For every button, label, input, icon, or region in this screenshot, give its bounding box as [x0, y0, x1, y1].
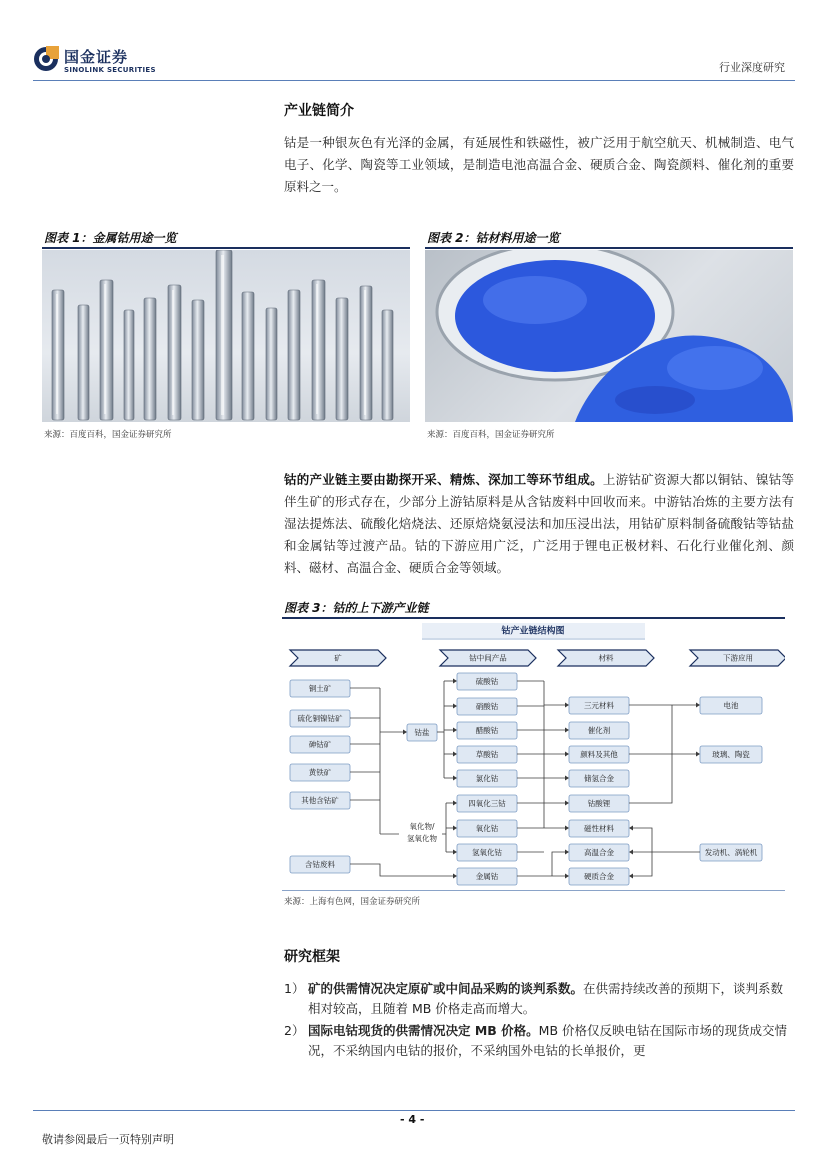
salt-arrow-0	[453, 679, 457, 684]
application-0-label: 电池	[723, 701, 739, 710]
framework-item-1	[284, 979, 794, 1019]
material-7-label: 硬质合金	[584, 872, 614, 881]
material-5-label: 磁性材料	[584, 824, 614, 833]
material-6-label: 高温合金	[584, 848, 614, 857]
intermediate-3-label: 草酸钴	[475, 750, 499, 759]
diagram-header-label-2: 材料	[598, 653, 614, 663]
figure3-title: 图表 3：钴的上下游产业链	[284, 601, 429, 615]
intermediate-5-label: 四氧化三钴	[468, 799, 506, 808]
material-1-label: 催化剂	[587, 726, 611, 735]
framework-item-2-body: MB 价格仅反映电钴在国际市场的现货成交情况，不采纳国内电钴的报价，不采纳国外电钴的长单报价，更	[308, 1023, 788, 1058]
footer-divider	[33, 1110, 795, 1111]
cobalt-chain-svg	[282, 620, 785, 890]
industry-chain-paragraph	[284, 469, 794, 579]
arrow-glass	[696, 752, 700, 757]
ore-2-label: 砷钴矿	[308, 740, 332, 749]
logo-english-name: SINOLINK SECURITIES	[64, 66, 156, 74]
salt-arrow-2	[453, 728, 457, 733]
metal-arrow	[565, 874, 569, 879]
report-type-label: 行业深度研究	[719, 61, 785, 74]
section-title-industry-chain: 产业链简介	[284, 103, 354, 119]
int-arrow-2	[565, 752, 569, 757]
metal-arrow-2	[565, 850, 569, 855]
intermediate-7-label: 氢氧化钴	[472, 848, 502, 857]
industry-chain-body: 上游钴矿资源大都以铜钴、镍钴等伴生矿的形式存在，少部分上游钴原料是从含钴废料中回收而来。中游钴冶炼的主要方法有湿法提炼法、硫酸化焙烧法、还原焙烧氨浸法和加压浸出法，用钴矿原料制备硫酸钴等钴盐和金属钴等过渡产品。钴的下游应用广泛，广泛用于锂电正极材料、石化行业催化剂、颜料、磁材、高温合金、硬质合金等领域。	[284, 472, 794, 575]
int-arrow-0	[565, 703, 569, 708]
cobalt-pigment-illustration	[425, 250, 793, 422]
sinolink-logo-icon	[33, 46, 59, 72]
material-2-label: 颜料及其他	[580, 750, 618, 759]
figure1-source: 来源：百度百科，国金证券研究所	[44, 430, 172, 440]
section-title-research-framework: 研究框架	[284, 949, 340, 965]
salt-arrow-4	[453, 776, 457, 781]
intermediate-0-label: 硫酸钴	[475, 677, 499, 686]
oxide-arrow-0	[453, 801, 457, 806]
framework-item-1-number: 1）	[284, 981, 305, 996]
engine-to-magnet	[633, 828, 700, 852]
figure3-title-rule	[282, 617, 785, 619]
int-arrow-1	[565, 728, 569, 733]
application-2-label: 发动机、涡轮机	[704, 848, 758, 857]
mid-label-oxide-line2: 氢氧化物	[407, 834, 437, 843]
int-arrow-5	[565, 826, 569, 831]
cobalt-chain-diagram	[282, 620, 785, 890]
salt-arrow-3	[453, 752, 457, 757]
material-3-label: 储氢合金	[584, 774, 614, 783]
ore-3-label: 黄铁矿	[308, 768, 332, 777]
metal-to-high-temp	[552, 852, 565, 876]
ore-4-label: 其他含钴矿	[301, 796, 339, 805]
figure1-title: 图表 1：金属钴用途一览	[44, 231, 177, 245]
figure2-title: 图表 2：钴材料用途一览	[427, 231, 560, 245]
ore-5-label: 含钴废料	[305, 860, 335, 869]
logo-chinese-name: 国金证券	[64, 48, 129, 66]
framework-item-2-lead: 国际电钴现货的供需情况决定 MB 价格。	[308, 1023, 539, 1038]
intermediate-2-label: 醋酸钴	[475, 726, 499, 735]
ore-1-label: 硫化铜镍钴矿	[297, 714, 343, 723]
figure3-source: 来源：上海有色网，国金证券研究所	[284, 897, 421, 907]
arrow-salt	[403, 730, 407, 735]
diagram-header-label-3: 下游应用	[723, 653, 753, 663]
salt-arrow-1	[453, 704, 457, 709]
arrow-alloy	[629, 850, 633, 855]
int-arrow-3	[565, 776, 569, 781]
disclaimer-note: 敬请参阅最后一页特别声明	[42, 1133, 174, 1146]
framework-item-2	[284, 1021, 794, 1061]
figure1-title-rule	[42, 247, 410, 249]
framework-item-2-number: 2）	[284, 1023, 305, 1038]
diagram-title: 钴产业链结构图	[501, 626, 565, 637]
arrow-magnet	[629, 826, 633, 831]
cutting-tools-illustration	[42, 250, 410, 422]
page-number: - 4 -	[400, 1113, 425, 1126]
framework-item-1-lead: 矿的供需情况决定原矿或中间品采购的谈判系数。	[308, 981, 584, 996]
intermediate-4-label: 氯化钴	[475, 774, 499, 783]
arrow-battery	[696, 703, 700, 708]
application-1-label: 玻璃、陶瓷	[712, 750, 750, 759]
material-4-label: 钴酸锂	[587, 799, 611, 808]
oxide-arrow-2	[453, 850, 457, 855]
intermediate-8-label: 金属钴	[475, 872, 499, 881]
mid-label-cobalt-salt-label: 钴盐	[414, 728, 430, 737]
header-divider	[33, 80, 795, 81]
figure1-cobalt-tools-image	[42, 250, 410, 422]
figure2-source: 来源：百度百科，国金证券研究所	[427, 430, 555, 440]
figure2-title-rule	[425, 247, 793, 249]
oxide-arrow-1	[453, 826, 457, 831]
intro-paragraph: 钴是一种银灰色有光泽的金属，有延展性和铁磁性，被广泛用于航空航天、机械制造、电气电子、化学、陶瓷等工业领域，是制造电池高温合金、硬质合金、陶瓷颜料、催化剂的重要原料之一。	[284, 135, 794, 194]
intermediate-1-label: 硝酸钴	[475, 702, 499, 711]
figure2-cobalt-blue-pigment-image	[425, 250, 793, 422]
intermediate-6-label: 氧化钴	[475, 824, 499, 833]
scrap-to-metal	[350, 864, 453, 876]
figure3-bottom-rule	[282, 890, 785, 891]
material-0-label: 三元材料	[584, 701, 614, 710]
diagram-header-label-1: 钴中间产品	[469, 653, 507, 663]
ore-0-label: 铜土矿	[308, 684, 332, 693]
mid-label-oxide-line1: 氧化物/	[409, 822, 435, 831]
industry-chain-lead: 钴的产业链主要由勘探开采、精炼、深加工等环节组成。	[284, 472, 603, 487]
scrap-arrow	[453, 874, 457, 879]
int-arrow-4	[565, 801, 569, 806]
framework-item-1-body: 在供需持续改善的预期下，谈判系数相对较高，且随着 MB 价格走高而增大。	[308, 981, 784, 1016]
engine-to-hard	[633, 852, 652, 876]
arrow-hard	[629, 874, 633, 879]
diagram-header-label-0: 矿	[334, 653, 342, 663]
